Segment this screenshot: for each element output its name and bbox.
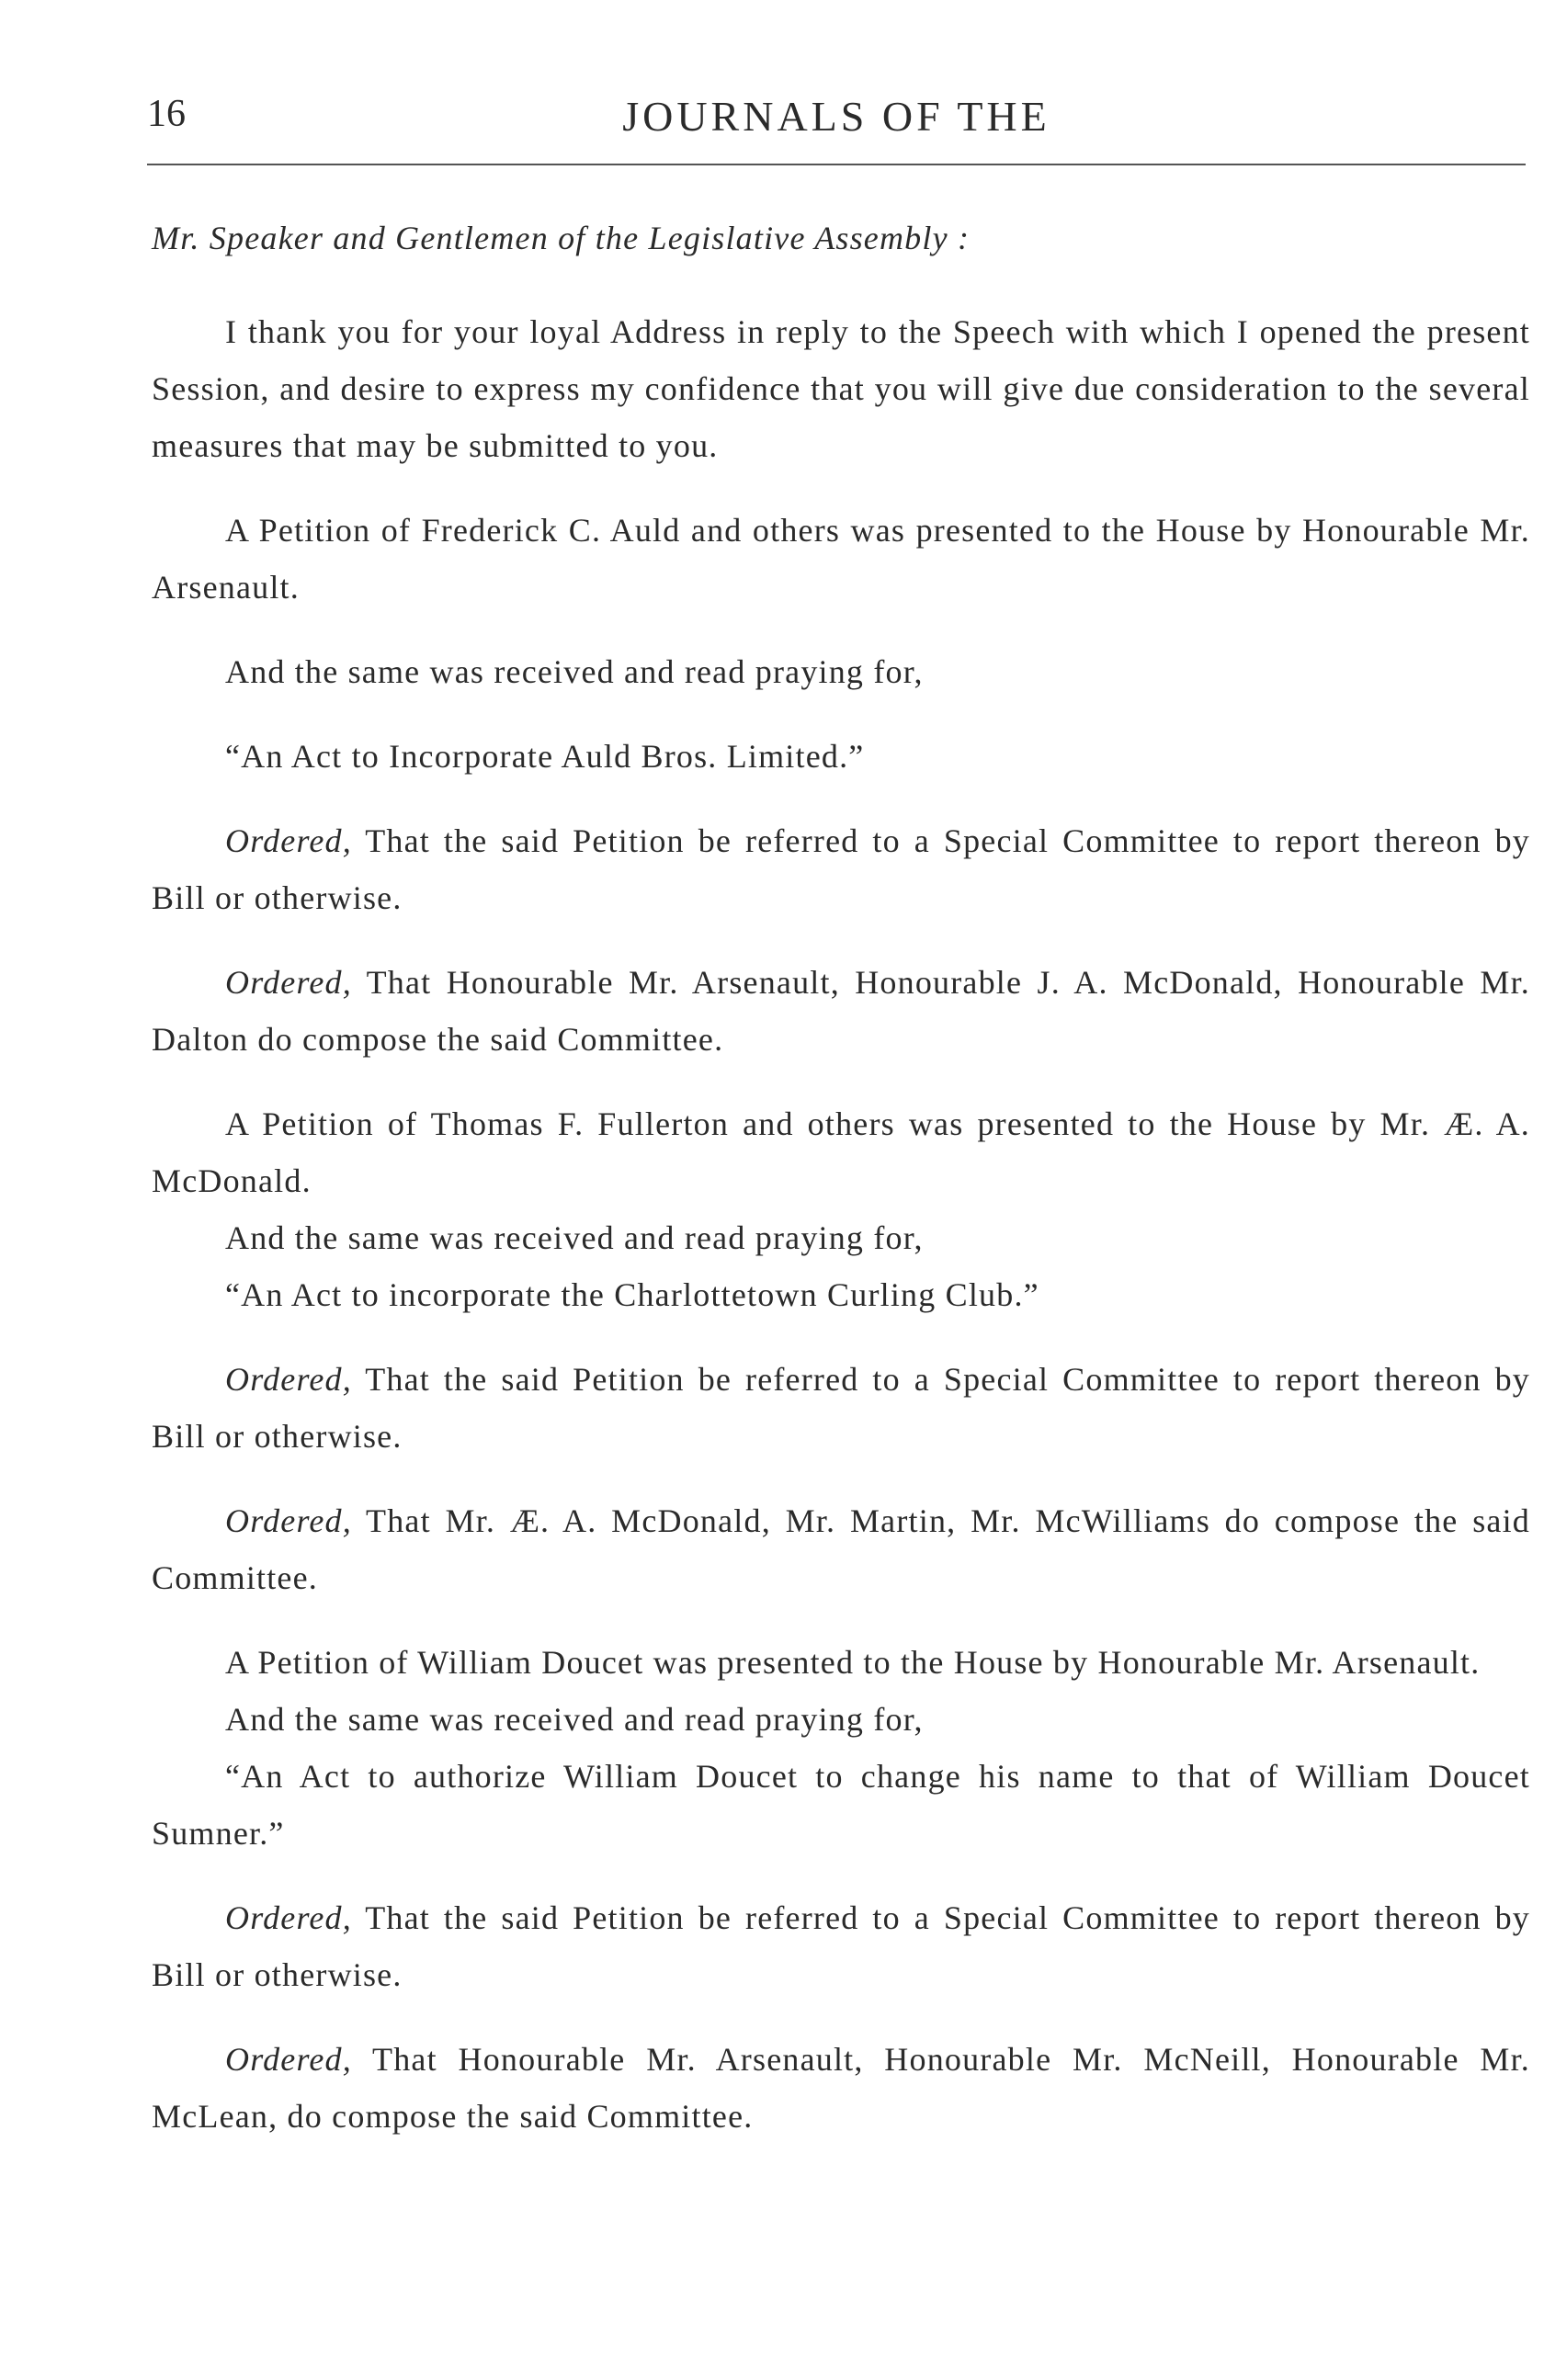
page-header (147, 85, 1526, 149)
paragraph-act-title: “An Act to Incorporate Auld Bros. Limited.” (225, 738, 865, 775)
paragraph-reply: I thank you for your loyal Address in reply to the Speech with which I opened the present Session, and desire to express my confidence that you will give due consideration to the several measures that may be submitted to you. (152, 313, 1530, 464)
ordered-label: Ordered, (225, 2041, 352, 2078)
paragraph-ordered: Ordered, That the said Petition be referred to a Special Committee to report thereon by Bill or otherwise. (152, 1361, 1530, 1455)
ordered-label: Ordered, (225, 1361, 352, 1398)
ordered-label: Ordered, (225, 822, 352, 859)
page-body (152, 210, 1530, 2145)
header-rule (147, 164, 1526, 165)
paragraph-petition-doucet: A Petition of William Doucet was presented to the House by Honourable Mr. Arsenault. (225, 1644, 1481, 1681)
paragraph-praying: And the same was received and read praying for, (225, 653, 924, 690)
paragraph-act-title: “An Act to incorporate the Charlottetown Curling Club.” (225, 1276, 1039, 1313)
running-title: JOURNALS OF THE (622, 93, 1050, 140)
paragraph-ordered: Ordered, That the said Petition be referred to a Special Committee to report thereon by Bill or otherwise. (152, 822, 1530, 916)
paragraph-ordered: Ordered, That Honourable Mr. Arsenault, Honourable J. A. McDonald, Honourable Mr. Dalton do compose the said Committee. (152, 964, 1530, 1058)
ordered-label: Ordered, (225, 1899, 352, 1936)
salutation: Mr. Speaker and Gentlemen of the Legislative Assembly : (152, 220, 971, 256)
paragraph-ordered: Ordered, That the said Petition be referred to a Special Committee to report thereon by Bill or otherwise. (152, 1899, 1530, 1993)
page-number: 16 (147, 93, 186, 135)
paragraph-petition-fullerton: A Petition of Thomas F. Fullerton and others was presented to the House by Mr. Æ. A. McDonald. (152, 1105, 1530, 1199)
ordered-label: Ordered, (225, 1502, 352, 1539)
ordered-label: Ordered, (225, 964, 352, 1001)
paragraph-ordered: Ordered, That Mr. Æ. A. McDonald, Mr. Martin, Mr. McWilliams do compose the said Committee. (152, 1502, 1530, 1596)
paragraph-praying: And the same was received and read praying for, (225, 1219, 924, 1256)
paragraph-petition-auld: A Petition of Frederick C. Auld and others was presented to the House by Honourable Mr. Arsenault. (152, 512, 1530, 606)
paragraph-act-title: “An Act to authorize William Doucet to change his name to that of William Doucet Sumner.” (152, 1758, 1530, 1852)
paragraph-ordered: Ordered, That Honourable Mr. Arsenault, Honourable Mr. McNeill, Honourable Mr. McLean, do compose the said Committee. (152, 2041, 1530, 2135)
paragraph-praying: And the same was received and read praying for, (225, 1701, 924, 1738)
